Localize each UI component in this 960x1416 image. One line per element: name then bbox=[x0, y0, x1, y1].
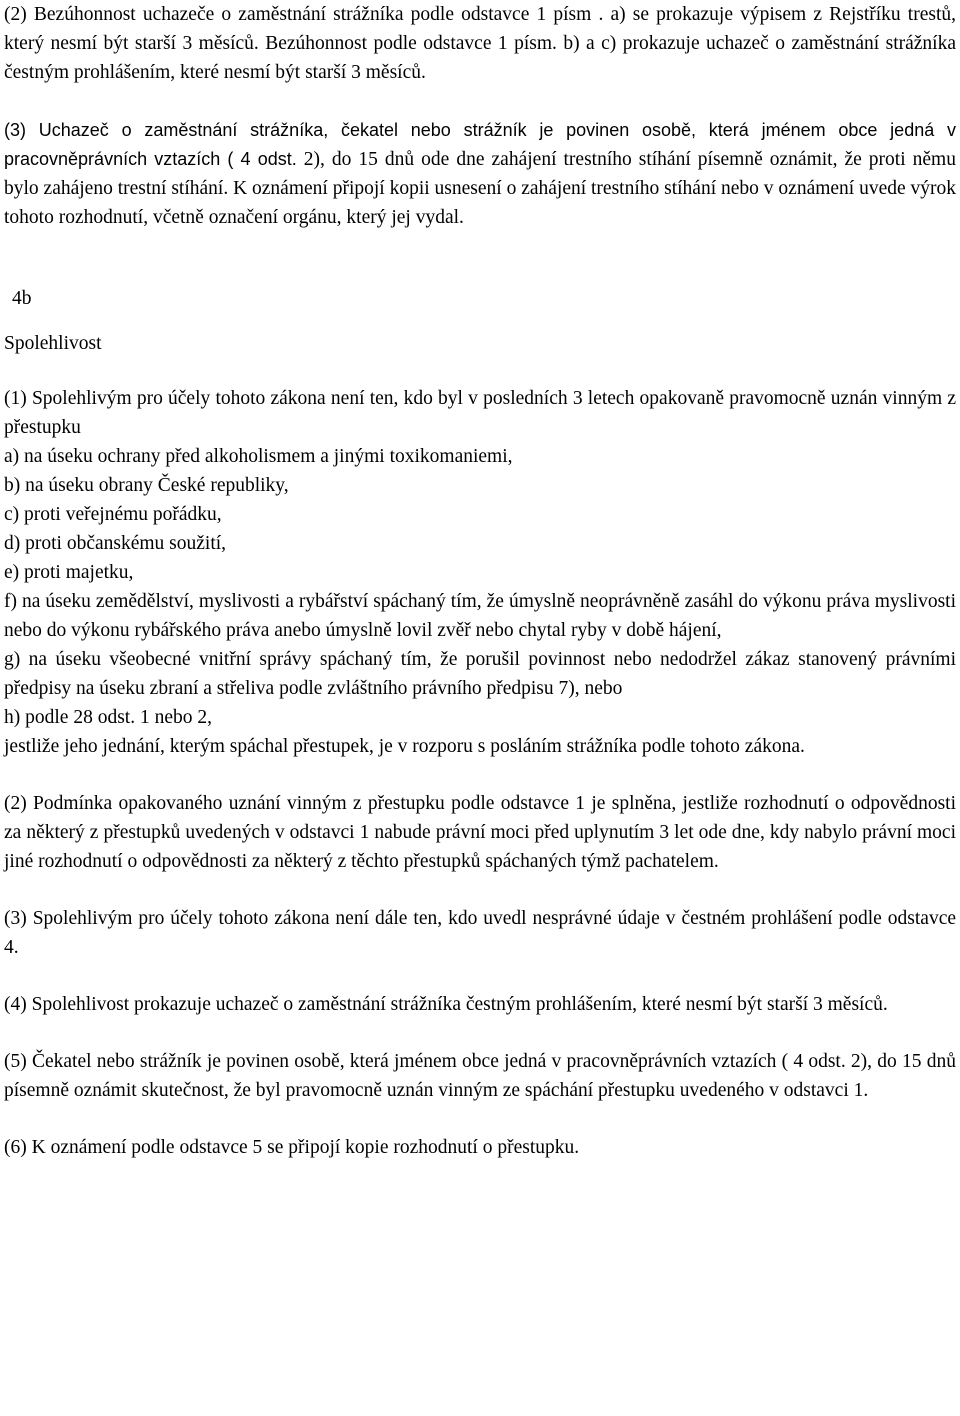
list-item: b) na úseku obrany České republiky, bbox=[4, 475, 289, 496]
subsection-3: (3) Spolehlivým pro účely tohoto zákona není dále ten, kdo uvedl nesprávné údaje v čestném prohlášení podle odstavce 4. bbox=[4, 908, 956, 958]
list-item: g) na úseku všeobecné vnitřní správy spáchaný tím, že porušil povinnost nebo nedodržel zákaz stanovený právními předpisy na úseku zbraní a střeliva podle zvláštního právního předpisu 7), nebo bbox=[4, 649, 956, 699]
list-item: f) na úseku zemědělství, myslivosti a rybářství spáchaný tím, že úmyslně neoprávněně zasáhl do výkonu práva myslivosti nebo do výkonu rybářského práva anebo úmyslně lovil zvěř nebo chytal ryby v době hájení, bbox=[4, 591, 956, 641]
list-item: c) proti veřejnému pořádku, bbox=[4, 504, 222, 525]
subsection-1-intro: (1) Spolehlivým pro účely tohoto zákona není ten, kdo byl v posledních 3 letech opakovaně pravomocně uznán vinným z přestupku bbox=[4, 388, 956, 438]
section-number: 4b bbox=[12, 288, 32, 309]
spacer bbox=[4, 876, 956, 904]
spacer bbox=[4, 1105, 956, 1133]
list-item: a) na úseku ochrany před alkoholismem a jinými toxikomaniemi, bbox=[4, 446, 513, 467]
paragraph-3 bbox=[4, 116, 956, 232]
subsection-5: (5) Čekatel nebo strážník je povinen osobě, která jménem obce jedná v pracovněprávních vztazích ( 4 odst. 2), do 15 dnů písemně oznámit skutečnost, že byl pravomocně uznán vinným ze spáchání přestupku uvedeného v odstavci 1. bbox=[4, 1051, 956, 1101]
subsection-1 bbox=[4, 384, 956, 761]
section-title: Spolehlivost bbox=[4, 333, 102, 354]
list-item: e) proti majetku, bbox=[4, 562, 134, 583]
paragraph-3-serif-part: 2), do 15 dnů ode dne zahájení trestního stíhání písemně oznámit, že proti němu bylo zahájeno trestní stíhání. K oznámení připojí kopii usnesení o zahájení trestního stíhání nebo v oznámení uvede výrok tohoto rozhodnutí, včetně označení orgánu, který jej vydal. bbox=[4, 149, 957, 228]
spacer bbox=[4, 962, 956, 990]
document-page bbox=[4, 0, 956, 1162]
spacer bbox=[4, 87, 956, 116]
paragraph-2: (2) Bezúhonnost uchazeče o zaměstnání strážníka podle odstavce 1 písm . a) se prokazuje výpisem z Rejstříku trestů, který nesmí být starší 3 měsíců. Bezúhonnost podle odstavce 1 písm. b) a c) prokazuje uchazeč o zaměstnání strážníka čestným prohlášením, které nesmí být starší 3 měsíců. bbox=[4, 4, 956, 83]
list-item: h) podle 28 odst. 1 nebo 2, bbox=[4, 707, 212, 728]
spacer bbox=[4, 313, 956, 329]
subsection-6: (6) K oznámení podle odstavce 5 se připojí kopie rozhodnutí o přestupku. bbox=[4, 1137, 580, 1158]
spacer bbox=[4, 358, 956, 384]
spacer bbox=[4, 761, 956, 789]
paragraph-3-sans-part: (3) Uchazeč o zaměstnání strážníka, čekatel nebo strážník je povinen osobě, která jménem obce jedná v pracovněprávních vztazích ( 4 odst. bbox=[4, 120, 956, 169]
subsection-1-closing: jestliže jeho jednání, kterým spáchal přestupek, je v rozporu s posláním strážníka podle tohoto zákona. bbox=[4, 736, 805, 757]
list-item: d) proti občanskému soužití, bbox=[4, 533, 227, 554]
spacer bbox=[4, 1019, 956, 1047]
subsection-4: (4) Spolehlivost prokazuje uchazeč o zaměstnání strážníka čestným prohlášením, které nesmí být starší 3 měsíců. bbox=[4, 994, 888, 1015]
subsection-2: (2) Podmínka opakovaného uznání vinným z přestupku podle odstavce 1 je splněna, jestliže rozhodnutí o odpovědnosti za některý z přestupků uvedených v odstavci 1 nabude právní moci před uplynutím 3 let ode dne, kdy nabylo právní moci jiné rozhodnutí o odpovědnosti za některý z těchto přestupků spáchaných týmž pachatelem. bbox=[4, 793, 956, 872]
spacer bbox=[4, 232, 956, 284]
